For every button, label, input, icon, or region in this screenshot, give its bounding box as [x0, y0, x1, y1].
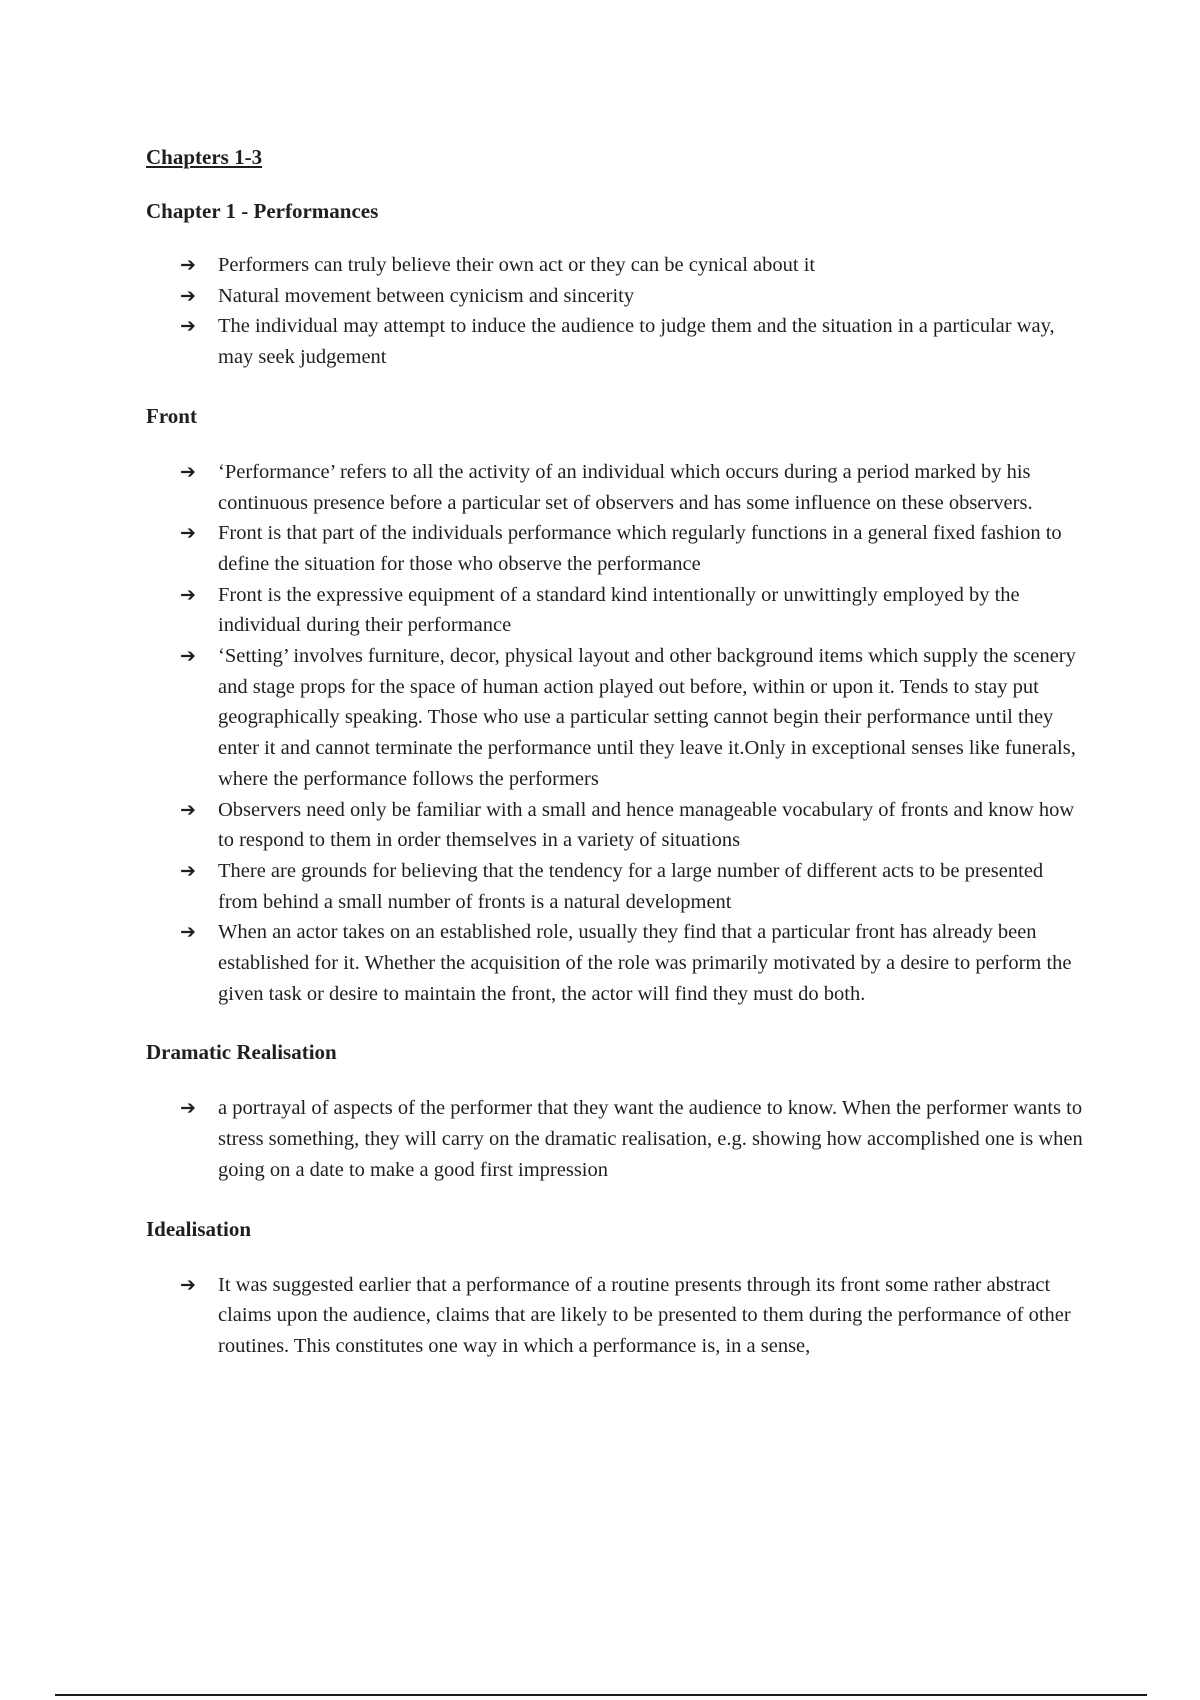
list-item: [146, 795, 1086, 856]
bullet-list: [146, 1270, 1086, 1362]
arrow-right-icon: ➔: [180, 315, 196, 338]
section-dramatic-realisation: [146, 1037, 1086, 1185]
list-item: [146, 250, 1086, 281]
list-item: [146, 457, 1086, 518]
bullet-text: ‘Performance’ refers to all the activity of an individual which occurs during a period marked by his continuous presence before a particular set of observers and has some influence on these observers.: [218, 460, 1033, 514]
list-item: [146, 641, 1086, 795]
bullet-list: [146, 457, 1086, 1010]
list-item: [146, 580, 1086, 641]
page-bottom-divider: [55, 1694, 1147, 1696]
section-front: [146, 401, 1086, 1010]
arrow-right-icon: ➔: [180, 460, 196, 483]
arrow-right-icon: ➔: [180, 798, 196, 821]
arrow-right-icon: ➔: [180, 1273, 196, 1296]
arrow-right-icon: ➔: [180, 1097, 196, 1120]
arrow-right-icon: ➔: [180, 859, 196, 882]
list-item: [146, 1270, 1086, 1362]
bullet-text: Front is the expressive equipment of a standard kind intentionally or unwittingly employed by the individual during their performance: [218, 583, 1020, 637]
section-heading: Dramatic Realisation: [146, 1040, 337, 1065]
bullet-text: Observers need only be familiar with a small and hence manageable vocabulary of fronts and know how to respond to them in order themselves in a variety of situations: [218, 798, 1075, 852]
arrow-right-icon: ➔: [180, 645, 196, 668]
arrow-right-icon: ➔: [180, 284, 196, 307]
list-item: [146, 1093, 1086, 1185]
section-heading: Idealisation: [146, 1216, 252, 1241]
arrow-right-icon: ➔: [180, 921, 196, 944]
section-heading: Front: [146, 403, 197, 428]
section-chapter-1: [146, 196, 1086, 373]
section-idealisation: [146, 1214, 1086, 1362]
document-page: [146, 140, 1086, 1362]
bullet-text: The individual may attempt to induce the audience to judge them and the situation in a particular way, may seek judgement: [218, 315, 1055, 369]
bullet-text: Performers can truly believe their own act or they can be cynical about it: [218, 254, 816, 276]
section-heading: Chapter 1 - Performances: [146, 199, 379, 223]
list-item: [146, 917, 1086, 1009]
bullet-text: It was suggested earlier that a performance of a routine presents through its front some rather abstract claims upon the audience, claims that are likely to be presented to them during the performance of other routines. This constitutes one way in which a performance is, in a sense,: [218, 1273, 1071, 1357]
bullet-text: Front is that part of the individuals performance which regularly functions in a general fixed fashion to define the situation for those who observe the performance: [218, 522, 1062, 575]
bullet-text: When an actor takes on an established role, usually they find that a particular front has already been established for it. Whether the acquisition of the role was primarily motivated by a desire to perform the given task or desire to maintain the front, the actor will find they must do both.: [218, 921, 1072, 1005]
arrow-right-icon: ➔: [180, 583, 196, 606]
bullet-text: Natural movement between cynicism and sincerity: [218, 284, 635, 307]
list-item: [146, 311, 1086, 372]
list-item: [146, 281, 1086, 312]
document-title: Chapters 1-3: [146, 145, 263, 169]
list-item: [146, 856, 1086, 917]
bullet-text: a portrayal of aspects of the performer that they want the audience to know. When the performer wants to stress something, they will carry on the dramatic realisation, e.g. showing how accomplished one is when going on a date to make a good first impression: [218, 1097, 1083, 1181]
arrow-right-icon: ➔: [180, 254, 196, 276]
arrow-right-icon: ➔: [180, 522, 196, 545]
bullet-text: There are grounds for believing that the tendency for a large number of different acts to be presented from behind a small number of fronts is a natural development: [218, 859, 1044, 913]
bullet-list: [146, 250, 1086, 373]
list-item: [146, 518, 1086, 579]
bullet-list: [146, 1093, 1086, 1185]
bullet-text: ‘Setting’ involves furniture, decor, physical layout and other background items which supply the scenery and stage props for the space of human action played out before, within or upon it. Tends to stay put geographically speaking. Those who use a particular setting cannot begin their performance until they enter it and cannot terminate the performance until they leave it.Only in exceptional senses like funerals, where the performance follows the performers: [218, 645, 1076, 790]
